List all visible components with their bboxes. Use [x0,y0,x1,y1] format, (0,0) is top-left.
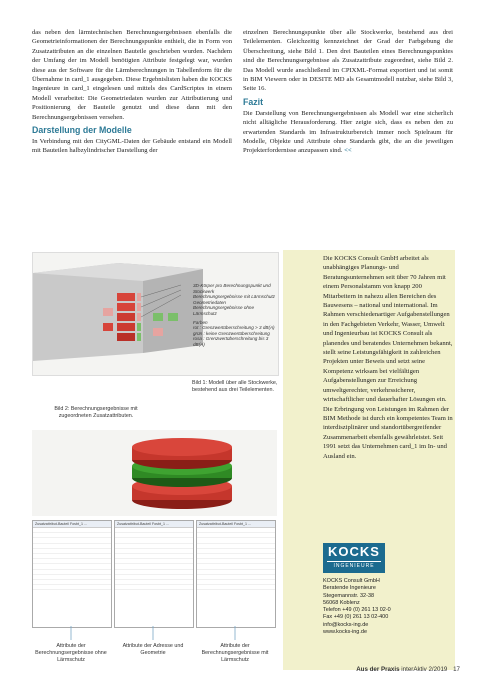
left-paragraph-1: das neben den lärmtechnischen Berechnungsergebnissen ebenfalls die Geometrieinformationen der Berechnungspunkte enthielt, die in Form von Zusatzattributen an die einzelnen Bauteile geschrieben wurden. Nachdem der Umfang der im Modell benötigten Attribute festgelegt war, wurden diese aus der Software für die Lärmberechnungen in Tabellenform für die Übernahme in card_1 ausgegeben. Diese Ergebnislisten haben die KOCKS Ingenieure in card_1 eingelesen und mittels des CardScriptes in einem Modell verarbeitet: Die Geometriedaten wurden zur Attributierung und Positionierung der Bauteile genutzt und diese dann mit den Berechnungsergebnissen versehen. [32,29,232,121]
farben-green: grün : keine Grenzwertüberschreitung [193,330,270,336]
footer-section: Aus der Praxis [356,666,400,673]
company-description: Die KOCKS Consult GmbH arbeitet als unabhängiges Planungs- und Beratungsunternehmen seit über 70 Jahren mit einem Personalstamm von knapp 200 Mitarbeitern in nahezu allen Bereichen des Bauwesens – national und international. Im Rahmen verschiedenartiger Aufgabenstellungen in den Fachgebieten Verkehr, Wasser, Umwelt und Ingenieurbau ist KOCKS Consult als planendes und beratendes Unternehmen bekannt, stellt seine Leistungsfähigkeit in zahlreichen Projekten unter Beweis und setzt seine Kompetenz wirksam bei vielfältigen Aufgabenstellungen zur Erreichung umweltgerechter, verkehrssicherer, wirtschaftlicher und dauerhafter Lösungen ein. Die Erbringung von Leistungen im Rahmen der BIM Methode ist durch ein kompetentes Team in interdisziplinärer und standortübergreifender Zusammenarbeit ebenfalls gewährleistet. Seit 1991 setzt das Unternehmen card_1 im In- und Ausland ein. [323,255,453,460]
farben-red: rot : Grenzwertüberschreitung > 3 dB(A) [193,325,275,331]
attribute-window-1[interactable] [32,520,112,628]
right-column [243,28,453,156]
logo-wordmark: KOCKS [328,544,380,559]
legend-line-4: Berechnungsergebnisse ohne Lärmschutz [193,305,255,316]
window-connector-lines [32,626,277,642]
attribute-window-2[interactable] [114,520,194,628]
window-1-title: Zusatzattribut-Bauteil Fosbt_1 ... [33,521,111,528]
figure-2-caption: Bild 2: Berechnungsergebnisse mit zugeordneten Zusatzattributen. [54,406,138,419]
legend-line-1: 3D-Körper pro Berechnungspunkt und Stockwerk [193,283,271,294]
right-paragraph-2 [243,109,453,156]
window-3-label: Attribute der Berechnungsergebnisse mit Lärmschutz [201,643,269,663]
legend-line-2: Berechnungsergebnisse mit Lärmschutz [193,294,275,300]
figure-1-caption: Bild 1: Modell über alle Stockwerke, bestehend aus drei Teilelementen. [192,380,278,393]
logo-subline: INGENIEURE [327,561,381,570]
company-contact [323,578,453,636]
farben-pink: rosa : Grenzwertüberschreitung bis 3 dB(A) [193,336,269,347]
window-1-label: Attribute der Berechnungsergebnisse ohne Lärmschutz [35,643,107,663]
contact-phone: Telefon +49 (0) 261 13 02-0 [323,607,391,614]
heading-fazit: Fazit [243,96,264,107]
footer-page-number: 17 [453,666,460,673]
window-2-title: Zusatzattribut-Bauteil Fosbt_1 ... [115,521,193,528]
contact-street: Stegemannstr. 32-38 [323,592,375,599]
disc-stack-illustration [32,430,277,516]
farben-title: Farben [193,319,208,325]
contact-website[interactable]: www.kocks-ing.de [323,629,368,636]
page-footer [356,666,460,673]
contact-company: KOCKS Consult GmbH [323,578,380,584]
right-paragraph-1: einzelnen Berechnungspunkte über alle Stockwerke, bestehend aus drei Teilelementen. Gleichzeitig kennzeichnet der Grad der Farbgebung die Überschreitung, siehe Bild 1. Den drei Bauteilen eines Berechnungspunktes sind die Berechnungsergebnisse als Zusatzattribute zugeordnet, siehe Bild 2. Das Modell wurde anschließend im CPIXML-Format exportiert und ist somit in BIM Viewern oder in DESITE MD als Gesamtmodell nutzbar, siehe Bild 3, Seite 16. [243,29,453,93]
left-paragraph-2: In Verbindung mit den CityGML-Daten der Gebäude entstand ein Modell mit Bauteilen halbzylindrischer Darstellung der [32,138,232,155]
end-mark: << [344,147,352,155]
window-3-title: Zusatzattribut-Bauteil Fosbt_1 ... [197,521,275,528]
contact-fax: Fax +49 (0) 261 13 02-400 [323,614,389,621]
footer-magazine: interAktiv 2/2019 [401,666,448,673]
legend-line-3: Geometriedaten [193,299,226,305]
contact-city: 56068 Koblenz [323,599,360,606]
heading-darstellung: Darstellung der Modelle [32,125,132,136]
contact-subtitle: Beratende Ingenieure [323,585,376,592]
attribute-window-3[interactable] [196,520,276,628]
figure-2-disc-model [32,430,277,516]
window-2-label: Attribute der Adresse und Geometrie [122,643,184,656]
left-column [32,28,232,156]
contact-email[interactable]: info@kocks-ing.de [323,621,369,628]
kocks-logo [323,543,385,573]
fazit-text: Die Darstellung von Berechnungsergebnissen als Modell war eine sicherlich nicht alltägliche Herausforderung. Hier zeigte sich, dass es neben den zu erwartenden Standards im Infrastrukturbereich immer noch Spielraum für Modelle, Objekte und Attribute ohne Standards gibt, die an die jeweiligen Projekterfordernisse anzupassen sind. [243,109,453,155]
figure-1-legend [193,283,277,348]
figure-1-model [32,252,279,376]
